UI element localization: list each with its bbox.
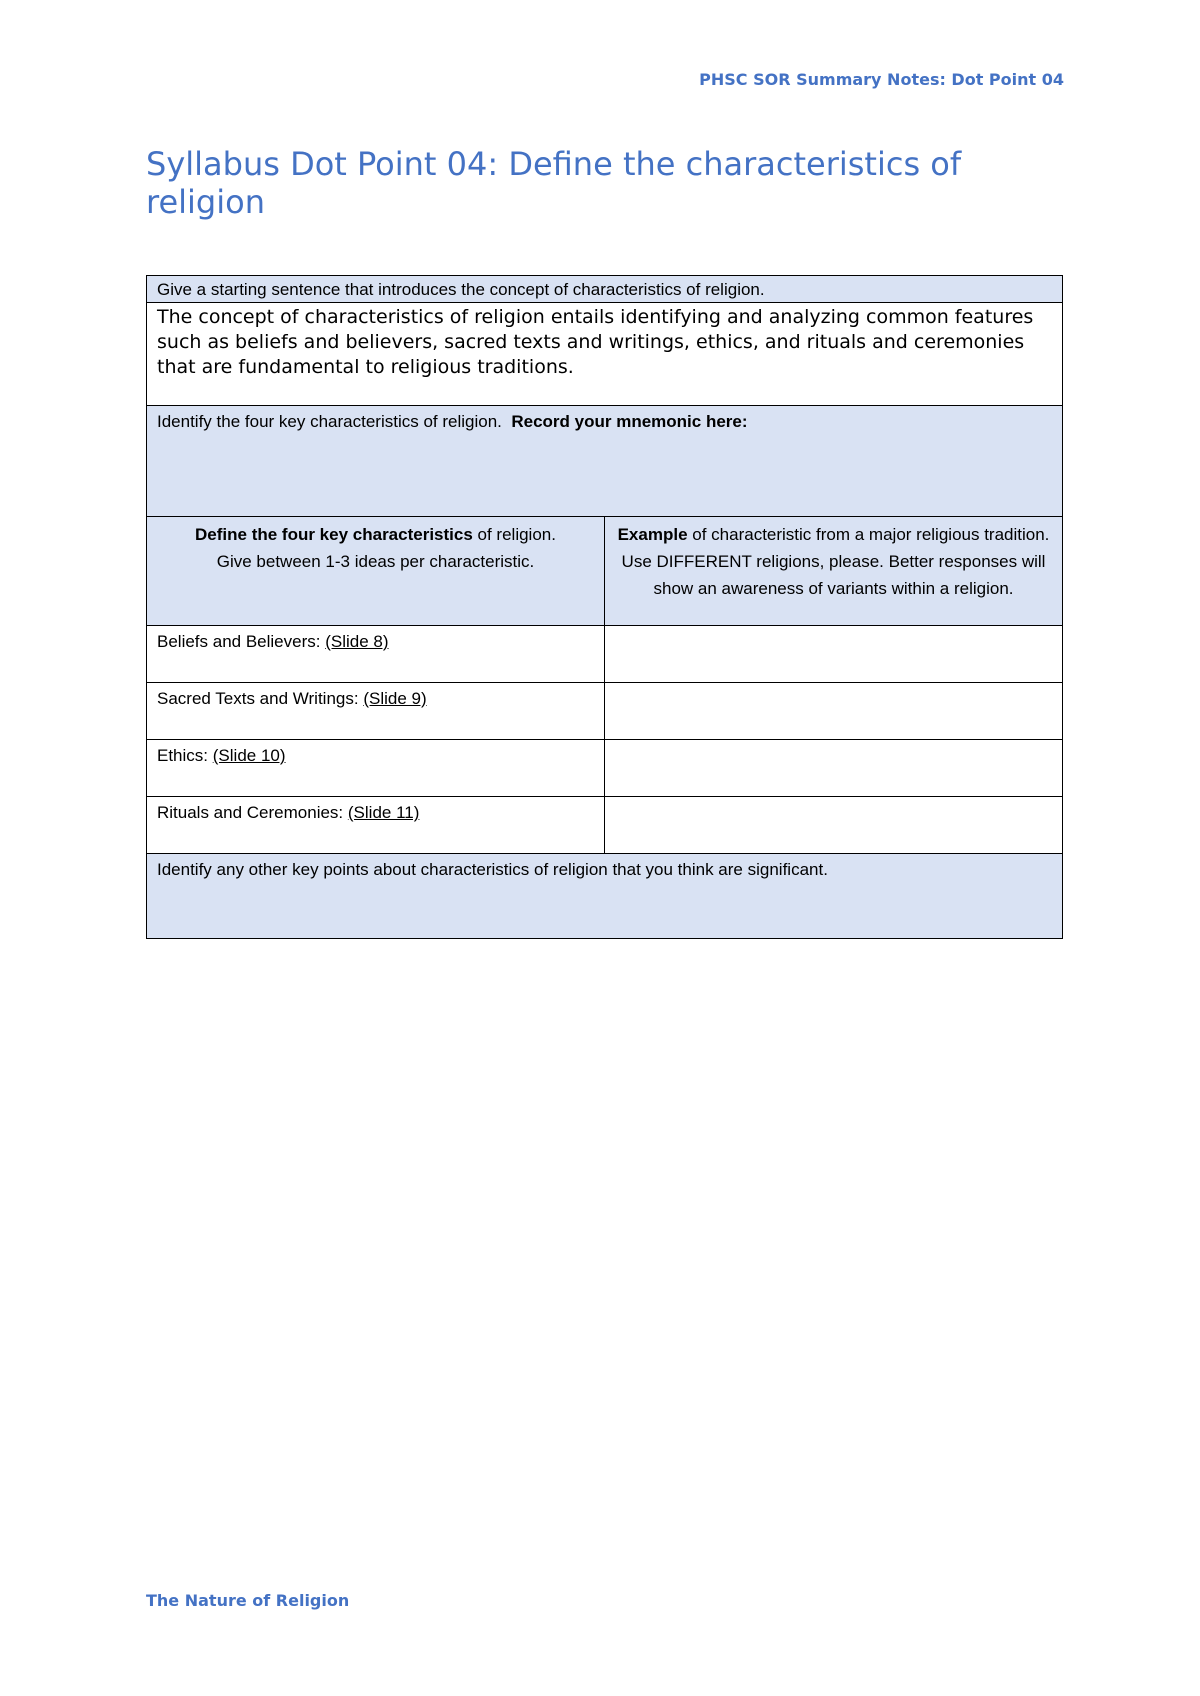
example-cell[interactable] xyxy=(605,626,1063,683)
starting-answer-cell[interactable] xyxy=(147,303,1063,406)
define-column-header xyxy=(147,517,605,626)
example-cell[interactable] xyxy=(605,740,1063,797)
table-row xyxy=(147,797,1063,854)
characteristic-cell[interactable] xyxy=(147,683,605,740)
characteristic-label: Rituals and Ceremonies: xyxy=(157,803,344,822)
characteristic-label: Sacred Texts and Writings: xyxy=(157,689,359,708)
define-header-rest: of religion. xyxy=(477,525,556,544)
slide-reference: (Slide 11) xyxy=(347,803,420,822)
define-header-bold: Define the four key characteristics xyxy=(195,525,473,544)
other-points-cell[interactable] xyxy=(147,854,1063,939)
example-header-bold: Example xyxy=(617,525,688,544)
starting-answer-row xyxy=(147,303,1063,406)
footer-section-title: The Nature of Religion xyxy=(146,1591,350,1610)
example-header-rest: of characteristic from a major religious tradition. Use DIFFERENT religions, please. Better responses will show an awareness of variants within a religion. xyxy=(621,525,1050,598)
page-title: Syllabus Dot Point 04: Define the characteristics of religion xyxy=(146,145,962,221)
characteristic-label: Beliefs and Believers: xyxy=(157,632,321,651)
other-points-row xyxy=(147,854,1063,939)
starting-prompt-row xyxy=(147,276,1063,303)
column-header-row xyxy=(147,517,1063,626)
table-row xyxy=(147,626,1063,683)
characteristic-cell[interactable] xyxy=(147,740,605,797)
mnemonic-prompt: Record your mnemonic here: xyxy=(511,412,748,431)
slide-reference: (Slide 10) xyxy=(212,746,286,765)
mnemonic-cell[interactable] xyxy=(147,406,1063,517)
table-row xyxy=(147,740,1063,797)
example-cell[interactable] xyxy=(605,683,1063,740)
characteristic-cell[interactable] xyxy=(147,626,605,683)
characteristic-cell[interactable] xyxy=(147,797,605,854)
example-column-header xyxy=(605,517,1063,626)
starting-prompt-cell xyxy=(147,276,1063,303)
define-header-note: Give between 1-3 ideas per characteristic. xyxy=(216,552,535,571)
slide-reference: (Slide 9) xyxy=(363,689,427,708)
running-header: PHSC SOR Summary Notes: Dot Point 04 xyxy=(699,70,1064,89)
worksheet-table xyxy=(146,275,1063,939)
characteristic-label: Ethics: xyxy=(157,746,209,765)
table-row xyxy=(147,683,1063,740)
other-points-prompt: Identify any other key points about characteristics of religion that you think are significant. xyxy=(157,860,828,879)
starting-sentence-prompt: Give a starting sentence that introduces the concept of characteristics of religion. xyxy=(157,280,765,299)
identify-characteristics-prompt: Identify the four key characteristics of religion. xyxy=(157,412,502,431)
starting-sentence-answer: The concept of characteristics of religion entails identifying and analyzing common features such as beliefs and believers, sacred texts and writings, ethics, and rituals and ceremonies that are fundamental to religious traditions. xyxy=(157,306,1034,378)
slide-reference: (Slide 8) xyxy=(325,632,389,651)
example-cell[interactable] xyxy=(605,797,1063,854)
mnemonic-row xyxy=(147,406,1063,517)
